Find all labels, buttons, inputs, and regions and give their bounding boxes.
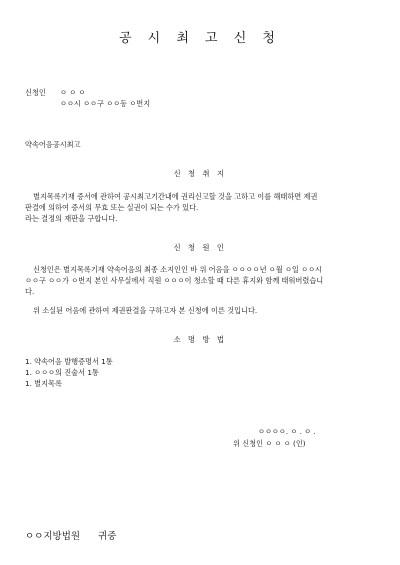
filing-date: ㅇㅇㅇㅇ. ㅇ . ㅇ . (258, 427, 316, 436)
evidence-item: 1. ㅇㅇㅇ의 진술서 1통 (25, 368, 99, 377)
applicant-label: 신청인 (25, 88, 46, 97)
reason-line: ㅇㅇ구 ㅇㅇ가 ㅇ번지 본인 사무실에서 직원 ㅇㅇㅇ이 청소할 때 다른 휴지와 함께 태워버렸습니 (25, 276, 324, 285)
purpose-line: 판결에 의하여 증서의 무효 또는 실권이 되는 수가 있다. (25, 203, 199, 212)
purpose-line: 라는 결정의 재판을 구합니다. (25, 214, 118, 223)
court-name: ㅇㅇ지방법원 (25, 531, 81, 542)
document-title: 공 시 최 고 신 청 (118, 31, 281, 46)
reason-closing: 위 소실된 어음에 관하여 제권판결을 구하고자 본 신청에 이른 것입니다. (33, 306, 258, 315)
court-addressee (25, 528, 134, 542)
reason-line: 다. (25, 287, 35, 296)
purpose-line: 별지목록기재 증서에 관하여 공시최고기간내에 권리신고할 것을 고하고 이를 해태하면 제권 (33, 192, 318, 201)
applicant-name: ㅇ ㅇ ㅇ (60, 88, 86, 97)
evidence-heading: 소 명 방 법 (173, 335, 227, 344)
reason-heading: 신 청 원 인 (173, 243, 227, 252)
subject: 약속어음공시최고 (25, 140, 81, 149)
purpose-heading: 신 청 취 지 (173, 169, 227, 178)
court-suffix: 귀중 (98, 531, 117, 542)
purpose-paragraph (25, 191, 377, 224)
evidence-item: 1. 별지목록 (25, 379, 62, 388)
signature-line: 위 신청인 ㅇ ㅇ ㅇ (인) (233, 439, 306, 448)
reason-line: 신청인은 별지목록기재 약속어음의 최종 소지인인 바 위 어음을 ㅇㅇㅇㅇ년 ㅇ월 ㅇ일 ㅇㅇ시 (33, 265, 322, 274)
applicant-address: ㅇㅇ시 ㅇㅇ구 ㅇㅇ동 ㅇ번지 (60, 99, 151, 108)
reason-paragraph (25, 264, 377, 297)
evidence-item: 1. 약속어음 발행증명서 1통 (25, 357, 113, 366)
